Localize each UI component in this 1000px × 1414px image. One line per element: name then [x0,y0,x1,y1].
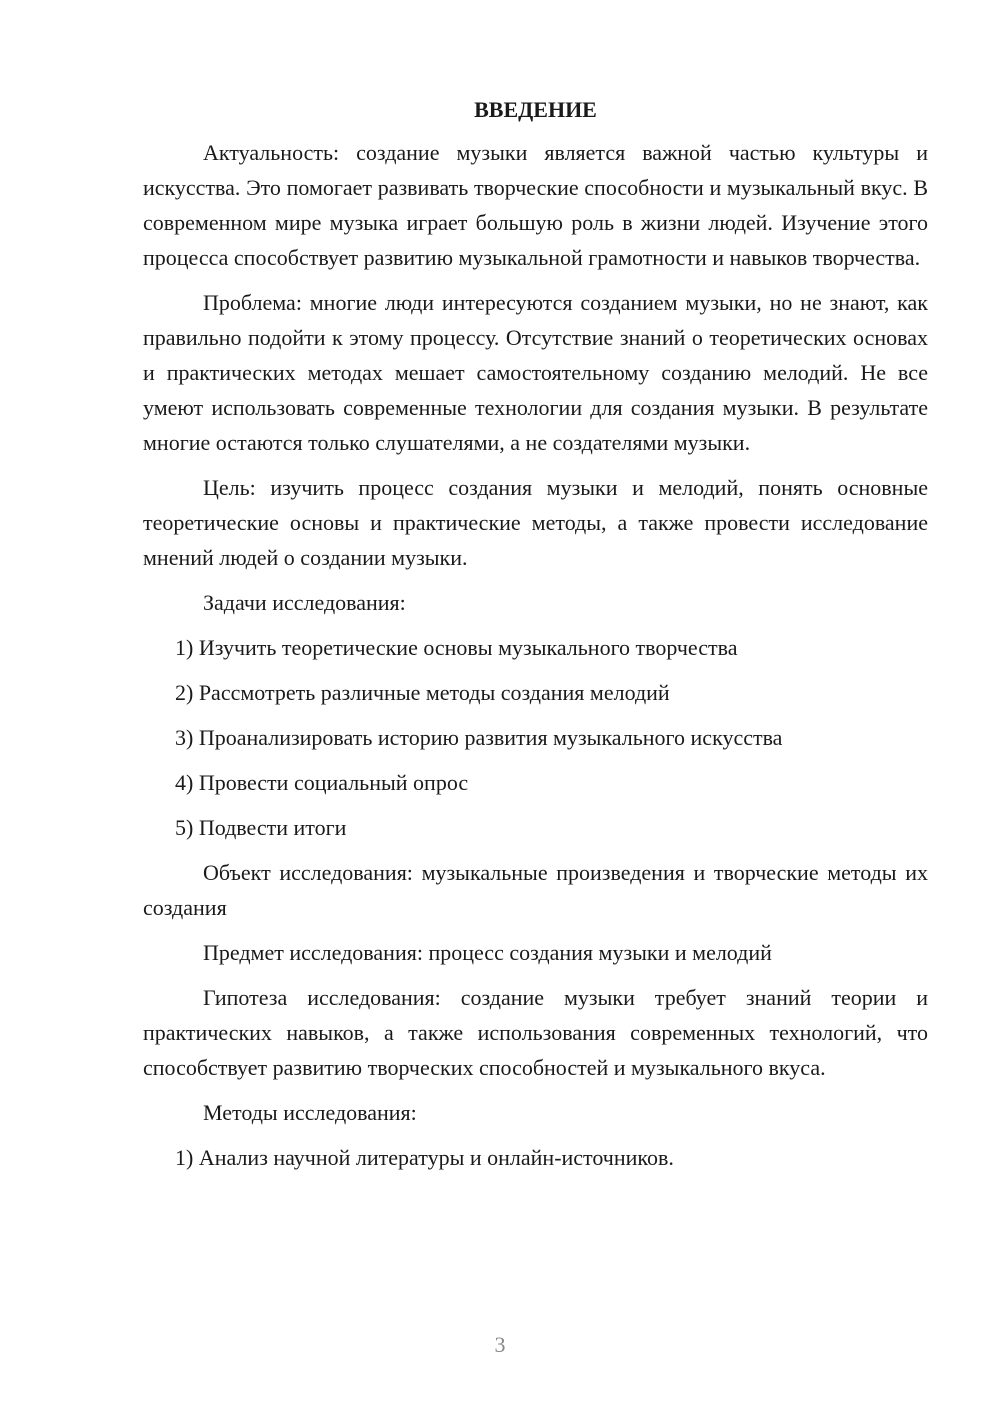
list-item: 2) Рассмотреть различные методы создания мелодий [175,680,670,705]
tasks-list [143,630,928,845]
list-item: 5) Подвести итоги [175,815,347,840]
relevance-paragraph: Актуальность: создание музыки является важной частью культуры и искусства. Это помогает развивать творческие способности и музыкальный вкус. В современном мире музыка играет большую роль в жизни людей. Изучение этого процесса способствует развитию музыкальной грамотности и навыков творчества. [143,140,928,270]
methods-list [143,1140,928,1175]
list-item: 1) Изучить теоретические основы музыкального творчества [175,635,738,660]
problem-paragraph: Проблема: многие люди интересуются созданием музыки, но не знают, как правильно подойти к этому процессу. Отсутствие знаний о теоретических основах и практических методах мешает самостоятельному созданию мелодий. Не все умеют использовать современные технологии для создания музыки. В результате многие остаются только слушателями, а не создателями музыки. [143,290,928,455]
document-page [143,92,928,1185]
page-number: 3 [494,1332,506,1357]
subject-paragraph: Предмет исследования: процесс создания музыки и мелодий [203,940,772,965]
tasks-title: Задачи исследования: [203,590,406,615]
section-heading: ВВЕДЕНИЕ [474,97,597,122]
list-item: 1) Анализ научной литературы и онлайн-источников. [175,1145,674,1170]
object-paragraph: Объект исследования: музыкальные произведения и творческие методы их создания [143,860,928,920]
list-item: 3) Проанализировать историю развития музыкального искусства [175,725,783,750]
goal-paragraph: Цель: изучить процесс создания музыки и мелодий, понять основные теоретические основы и практические методы, а также провести исследование мнений людей о создании музыки. [143,475,928,570]
hypothesis-paragraph: Гипотеза исследования: создание музыки требует знаний теории и практических навыков, а также использования современных технологий, что способствует развитию творческих способностей и музыкального вкуса. [143,985,928,1080]
methods-title: Методы исследования: [203,1100,417,1125]
list-item: 4) Провести социальный опрос [175,770,469,795]
